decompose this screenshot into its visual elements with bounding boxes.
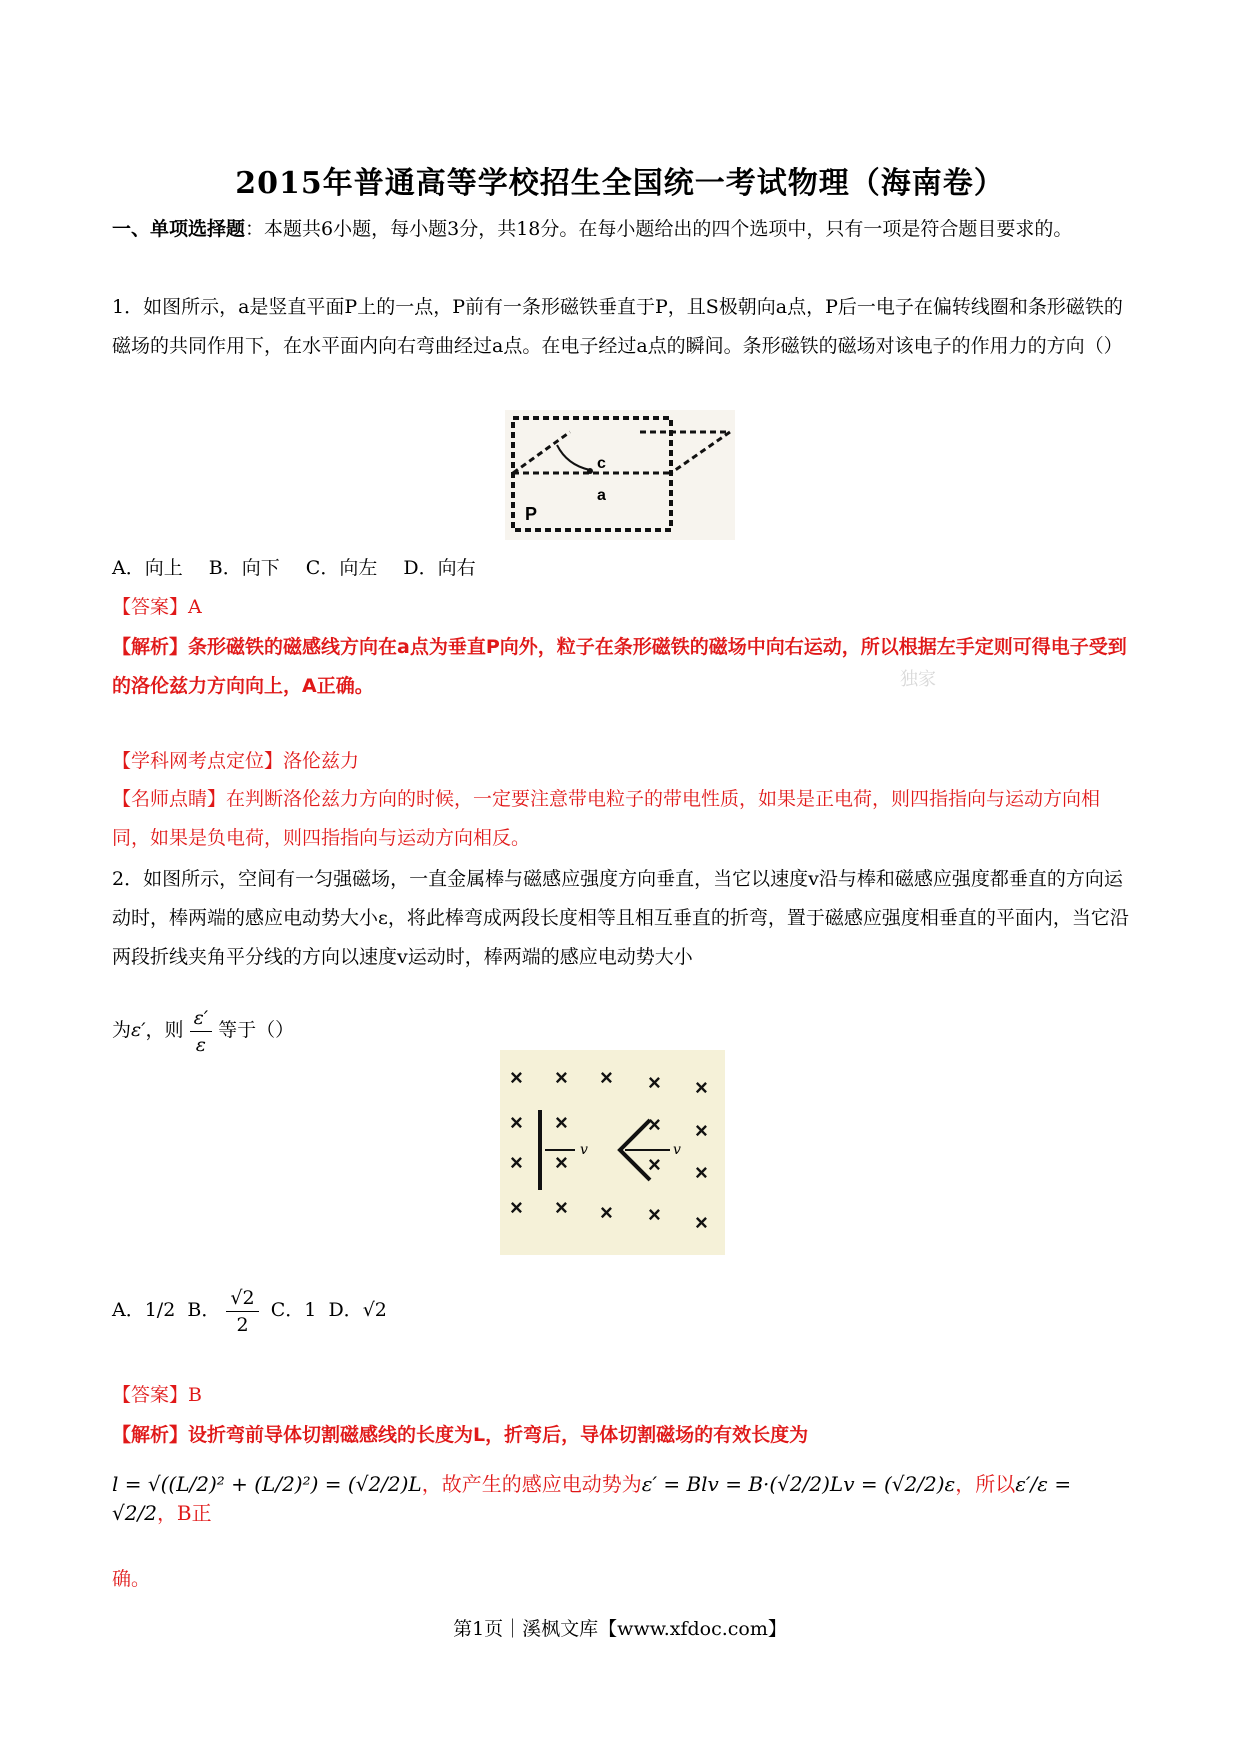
svg-text:×: × [648,1112,661,1137]
question-2-stem-end: 为ε′，则 $\frac{\varepsilon'}{\varepsilon}$ 等于（） [112,1006,295,1056]
question-2-options [112,1280,1130,1340]
option-d: D． [328,1299,363,1321]
svg-text:×: × [555,1150,568,1175]
formula-length: l = √((L/2)² + (L/2)²) = (√2/2)L [112,1472,422,1496]
label-c: c [597,455,606,472]
svg-text:×: × [600,1065,613,1090]
page-footer: 第1页｜溪枫文库【www.xfdoc.com】 [453,1618,787,1640]
question-1-options [112,549,1130,588]
question-1-answer: 【答案】A [112,596,202,618]
svg-text:×: × [510,1150,523,1175]
question-2-answer: 【答案】B [112,1384,202,1406]
svg-text:v: v [673,1142,681,1158]
option-c: C．1 [270,1299,317,1321]
svg-text:×: × [648,1070,661,1095]
point-a [587,468,593,474]
question-2-formula: l = √((L/2)² + (L/2)²) = (√2/2)L，故产生的感应电动势为ε′ = Blv = B·(√2/2)Lv = (√2/2)ε，所以ε′/ε = √2/2，B正 [112,1472,1072,1525]
option-a: A．向上 [112,557,183,579]
section-text: ：本题共6小题，每小题3分，共18分。在每小题给出的四个选项中，只有一项是符合题目要求的。 [245,218,1073,240]
svg-text:×: × [695,1075,708,1100]
svg-text:×: × [648,1202,661,1227]
question-1-point: 【学科网考点定位】洛伦兹力 [112,750,360,772]
svg-text:×: × [695,1210,708,1235]
question-2-analysis-end: 确。 [112,1568,151,1590]
formula-emf: ε′ = Blv = B·(√2/2)Lv = (√2/2)ε [641,1472,956,1496]
question-2-figure [500,1050,725,1255]
svg-text:×: × [648,1152,661,1177]
option-b: B． [187,1299,221,1321]
svg-text:×: × [510,1065,523,1090]
svg-text:v: v [580,1142,588,1158]
page-title: 2015年普通高等学校招生全国统一考试物理（海南卷） [235,166,1005,201]
label-a: a [597,487,606,504]
option-d: D．向右 [403,557,476,579]
ratio-fraction: $\frac{\varepsilon'}{\varepsilon}$ [190,1005,213,1058]
option-a: A．1/2 [112,1299,176,1321]
question-1-tip: 【名师点睛】在判断洛伦兹力方向的时候，一定要注意带电粒子的带电性质，如果是正电荷，则四指指向与运动方向相同，如果是负电荷，则四指指向与运动方向相反。 [112,788,1101,849]
svg-text:×: × [510,1195,523,1220]
svg-text:×: × [695,1118,708,1143]
section-heading: 一、单项选择题 [112,218,246,240]
svg-text:×: × [510,1110,523,1135]
svg-text:×: × [555,1110,568,1135]
option-d-value: √2 [362,1299,387,1321]
label-p: P [525,504,538,524]
option-b: B．向下 [208,557,280,579]
svg-text:×: × [695,1160,708,1185]
section-intro [112,210,1130,249]
formula-ratio: ε′/ε = √2/2 [112,1472,1072,1525]
watermark: 独家 [900,669,936,690]
svg-text:×: × [555,1195,568,1220]
svg-text:×: × [555,1065,568,1090]
question-2-analysis: 【解析】设折弯前导体切割磁感线的长度为L，折弯后，导体切割磁场的有效长度为 [112,1424,809,1446]
question-2-stem: 2．如图所示，空间有一匀强磁场，一直金属棒与磁感应强度方向垂直，当它以速度v沿与棒和磁感应强度都垂直的方向运动时，棒两端的感应电动势大小ε，将此棒弯成两段长度相等且相互垂直的折弯，置于磁感应强度相垂直的平面内，当它沿两段折线夹角平分线的方向以速度v运动时，棒两端的感应电动势大小 [112,868,1129,968]
option-c: C．向左 [305,557,378,579]
option-b-value: $\frac{√2}{2}$ [226,1285,258,1338]
eps-prime: ε′ [131,1019,146,1041]
svg-text:×: × [600,1200,613,1225]
question-1-analysis: 【解析】条形磁铁的磁感线方向在a点为垂直P向外，粒子在条形磁铁的磁场中向右运动，所以根据左手定则可得电子受到的洛伦兹力方向向上，A正确。 [112,636,1127,697]
question-1-stem: 1．如图所示，a是竖直平面P上的一点，P前有一条形磁铁垂直于P，且S极朝向a点，P后一电子在偏转线圈和条形磁铁的磁场的共同作用下，在水平面内向右弯曲经过a点。在电子经过a点的瞬间。条形磁铁的磁场对该电子的作用力的方向（） [112,296,1123,357]
question-1-figure [505,410,735,540]
